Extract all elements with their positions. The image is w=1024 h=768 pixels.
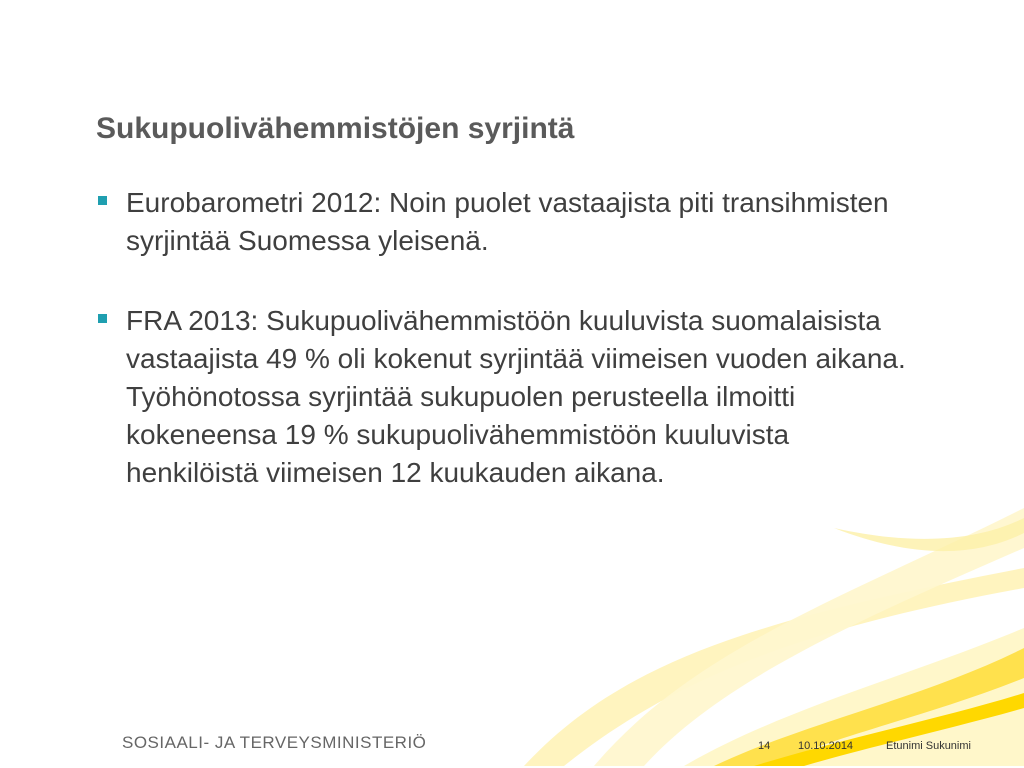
page-number: 14 (758, 740, 771, 752)
ministry-logo-text: SOSIAALI- JA TERVEYSMINISTERIÖ (122, 733, 427, 752)
square-bullet-icon (98, 314, 107, 323)
square-bullet-icon (98, 196, 107, 205)
footer-date: 10.10.2014 (798, 740, 854, 752)
bullet-item-fra (96, 302, 916, 492)
bullet-text: FRA 2013: Sukupuolivähemmistöön kuuluvista suomalaisista vastaajista 49 % oli kokenut syrjintää viimeisen vuoden aikana. Työhönotossa syrjintää sukupuolen perusteella ilmoitti kokeneensa 19 % sukupuolivähemmistöön kuuluvista henkilöistä viimeisen 12 kuukauden aikana. (126, 305, 906, 488)
decorative-swoosh (504, 508, 1024, 768)
slide-title: Sukupuolivähemmistöjen syrjintä (96, 112, 575, 145)
bullet-item-eurobarometer (96, 184, 916, 260)
bullet-text: Eurobarometri 2012: Noin puolet vastaajista piti transihmisten syrjintää Suomessa yleisenä. (126, 187, 889, 256)
bullet-list (96, 184, 916, 492)
footer-author: Etunimi Sukunimi (886, 740, 971, 752)
